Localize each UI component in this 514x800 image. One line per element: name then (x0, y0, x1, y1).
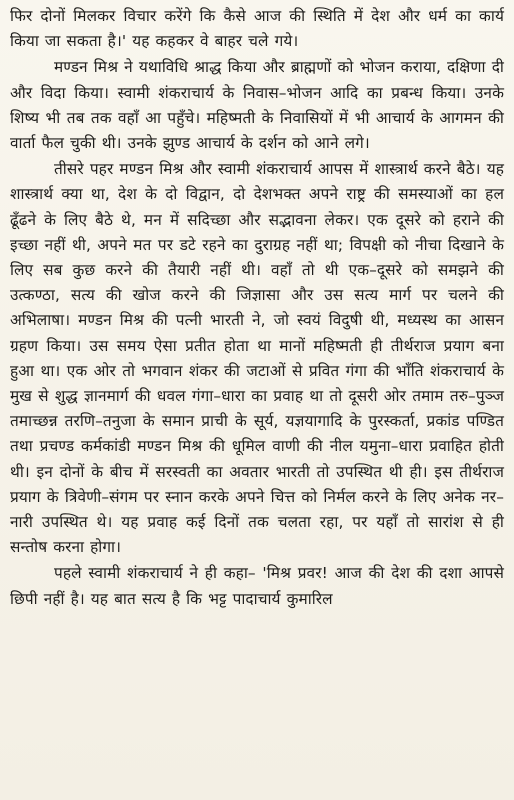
paragraph-mandan-hospitality: मण्डन मिश्र ने यथाविधि श्राद्ध किया और ब्राह्मणों को भोजन कराया, दक्षिणा दी और विदा किया। स्वामी शंकराचार्य के निवास–भोजन आदि का प्रबन्ध किया। उनके शिष्य भी तब तक वहाँ आ पहुँचे। महिष्मती के निवासियों में भी आचार्य के आगमन की वार्ता फैल चुकी थी। उनके झुण्ड आचार्य के दर्शन को आने लगे। (10, 58, 504, 153)
paragraph-shastrartha: तीसरे पहर मण्डन मिश्र और स्वामी शंकराचार्य आपस में शास्त्रार्थ करने बैठे। यह शास्त्रार्थ क्या था, देश के दो विद्वान, दो देशभक्त अपने राष्ट्र की समस्याओं का हल ढूँढने के लिए बैठे थे, मन में सदिच्छा और सद्भावना लेकर। एक दूसरे को हराने की इच्छा नहीं थी, अपने मत पर डटे रहने का दुराग्रह नहीं था; विपक्षी को नीचा दिखाने के लिए सब कुछ करने की तैयारी नहीं थी। वहाँ तो थी एक–दूसरे को समझने की उत्कण्ठा, सत्य की खोज करने की जिज्ञासा और उस सत्य मार्ग पर चलने की अभिलाषा। मण्डन मिश्र की पत्नी भारती ने, जो स्वयं विदुषी थी, मध्यस्थ का आसन ग्रहण किया। उस समय ऐसा प्रतीत होता था मानों महिष्मती ही तीर्थराज प्रयाग बना हुआ था। एक ओर तो भगवान शंकर की जटाओं से प्रवित गंगा की भाँति शंकराचार्य के मुख से शुद्ध ज्ञानमार्ग की धवल गंगा–धारा का प्रवाह था तो दूसरी ओर तमाम तरु–पुञ्ज तमाच्छन्न तरणि–तनुजा के समान प्राची के सूर्य, यज्ञयागादि के पुरस्कर्ता, प्रकांड पण्डित तथा प्रचण्ड कर्मकांडी मण्डन मिश्र की धूमिल वाणी की नील यमुना–धारा प्रवाहित होती थी। इन दोनों के बीच में सरस्वती का अवतार भारती तो उपस्थित थी ही। इस तीर्थराज प्रयाग के त्रिवेणी–संगम पर स्नान करके अपने चित्त को निर्मल करने के लिए अनेक नर–नारी उपस्थित थे। यह प्रवाह कई दिनों तक चलता रहा, पर यहाँ तो सारांश से ही सन्तोष करना होगा। (10, 160, 504, 557)
paragraph-continuation: फिर दोनों मिलकर विचार करेंगे कि कैसे आज की स्थिति में देश और धर्म का कार्य किया जा सकता है।' यह कहकर वे बाहर चले गये। (10, 7, 504, 51)
paragraph-shankaracharya-speech: पहले स्वामी शंकराचार्य ने ही कहा– 'मिश्र प्रवर! आज की देश की दशा आपसे छिपी नहीं है। यह बात सत्य है कि भट्ट पादाचार्य कुमारिल (10, 564, 504, 608)
